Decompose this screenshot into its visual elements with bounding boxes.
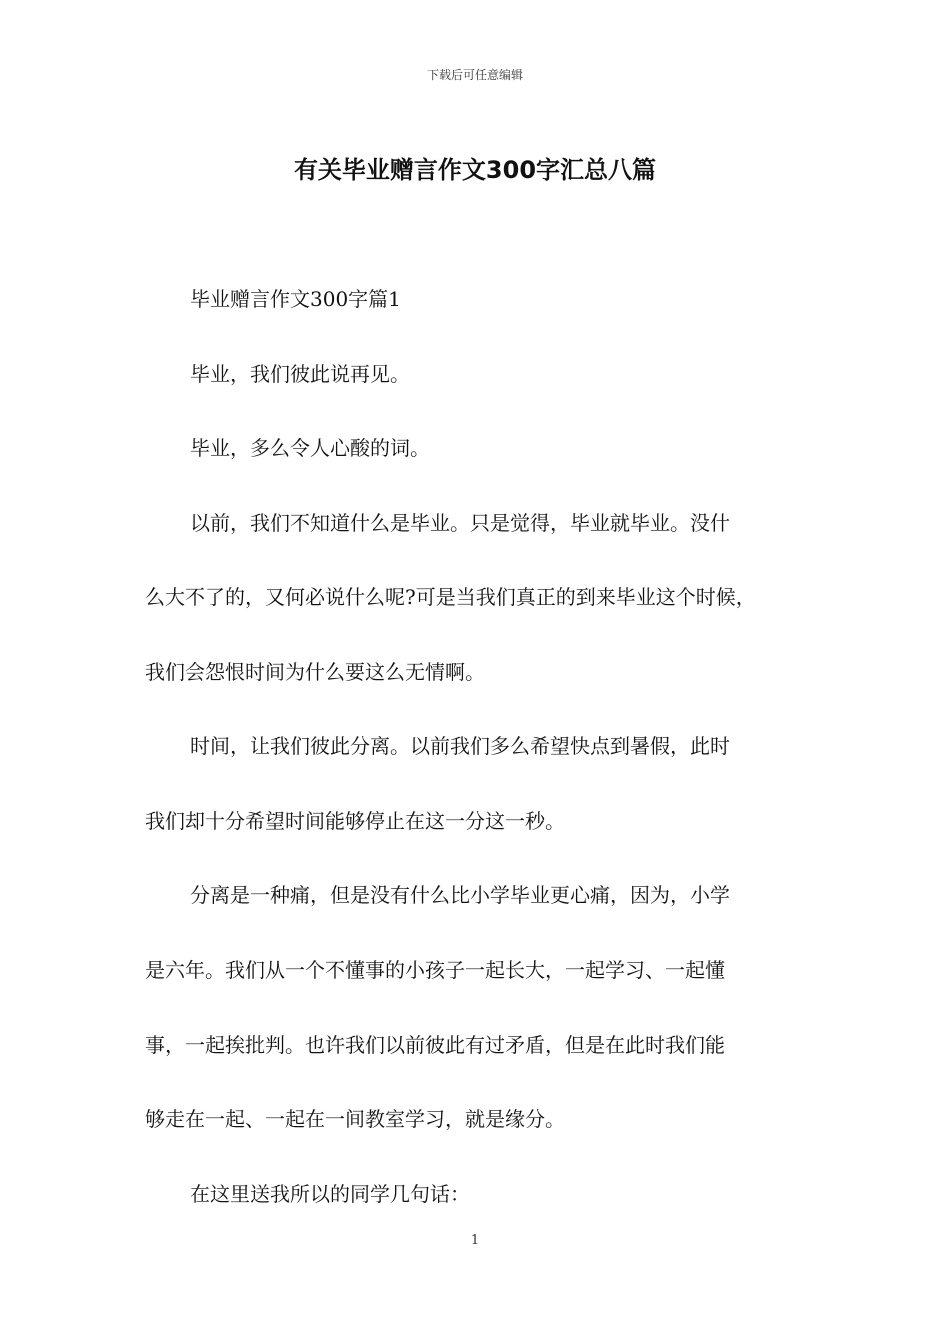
page-header-note: 下载后可任意编辑 [426,68,523,82]
paragraph-line: 我们会怨恨时间为什么要这么无情啊。 [145,660,485,684]
paragraph-line: 时间，让我们彼此分离。以前我们多么希望快点到暑假，此时 [190,734,730,758]
paragraph-line: 我们却十分希望时间能够停止在这一分这一秒。 [145,809,565,833]
paragraph-line: 以前，我们不知道什么是毕业。只是觉得，毕业就毕业。没什 [190,511,730,535]
paragraph-line: 在这里送我所以的同学几句话： [190,1182,470,1206]
paragraph-line: 么大不了的，又何必说什么呢?可是当我们真正的到来毕业这个时候， [145,585,756,609]
paragraph-line: 毕业，多么令人心酸的词。 [190,436,430,460]
paragraph-line: 事，一起挨批判。也许我们以前彼此有过矛盾，但是在此时我们能 [145,1033,725,1057]
paragraph-line: 够走在一起、一起在一间教室学习，就是缘分。 [145,1107,565,1131]
paragraph-line: 是六年。我们从一个不懂事的小孩子一起长大，一起学习、一起懂 [145,958,725,982]
paragraph-line: 分离是一种痛，但是没有什么比小学毕业更心痛，因为，小学 [190,883,730,907]
section-heading: 毕业赠言作文300字篇1 [190,287,401,311]
paragraph-line: 毕业，我们彼此说再见。 [190,362,410,386]
document-title: 有关毕业赠言作文300字汇总八篇 [293,156,657,184]
page-number: 1 [470,1233,480,1248]
